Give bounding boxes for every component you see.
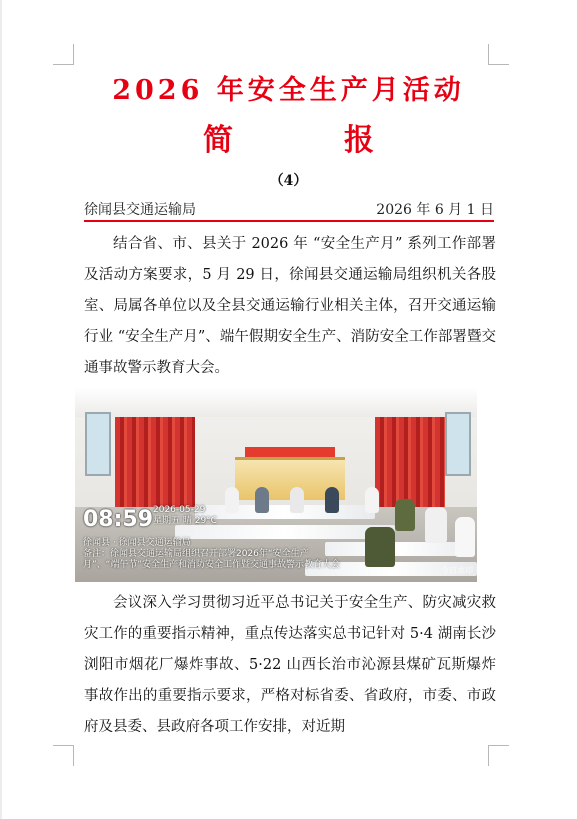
bulletin-title: 2026 年安全生产月活动 — [112, 75, 465, 106]
issue-number: （4） — [269, 173, 308, 189]
photo-time: 08:59 — [83, 507, 154, 532]
photo-location: 徐闻县 · 徐闻县交通运输局 — [83, 538, 191, 548]
red-separator-rule — [84, 220, 494, 222]
crop-mark-bottom-left — [53, 745, 74, 766]
crop-mark-bottom-right — [488, 745, 509, 766]
meeting-photo — [75, 387, 477, 582]
subtitle-char-right: 报 — [343, 123, 374, 158]
issuer-row — [84, 199, 494, 219]
subtitle-char-left: 简 — [203, 123, 234, 158]
body-paragraph-2: 会议深入学习贯彻习近平总书记关于安全生产、防灾减灾救灾工作的重要指示精神，重点传达落实总书记针对 5·4 湖南长沙浏阳市烟花厂爆炸事故、5·22 山西长治市沁源县煤矿瓦斯爆炸事故作出的重要指示要求，严格对标省委、省政府，市委、市政府及县委、县政府各项工作安排，对近期 — [84, 595, 496, 735]
photo-date: 2026-05-29 — [153, 505, 206, 515]
photo-note: 备注：徐闻县交通运输局组织召开部署2026年“安全生产月”、“端午节”安全生产和消防安全工作暨交通事故警示教育大会 — [83, 549, 340, 570]
photo-date-weather — [153, 505, 217, 527]
issuer-organization: 徐闻县交通运输局 — [84, 202, 196, 218]
body-paragraph-1: 结合省、市、县关于 2026 年 “安全生产月” 系列工作部署及活动方案要求，5 月 29 日，徐闻县交通运输局组织机关各股室、局属各单位以及全县交通运输行业相关主体，召开交通运输行业 “安全生产月”、端午假期安全生产、消防安全工作部署暨交通事故警示教育大会。 — [84, 236, 496, 376]
issue-date: 2026 年 6 月 1 日 — [376, 202, 494, 218]
photo-timestamp — [83, 507, 153, 532]
bulletin-subtitle — [0, 115, 577, 159]
crop-mark-top-right — [488, 44, 509, 65]
crop-mark-top-left — [53, 44, 74, 65]
photo-weather: 星期五 晴 29°C — [153, 516, 217, 526]
photo-watermark: 今日水印 — [441, 566, 473, 575]
